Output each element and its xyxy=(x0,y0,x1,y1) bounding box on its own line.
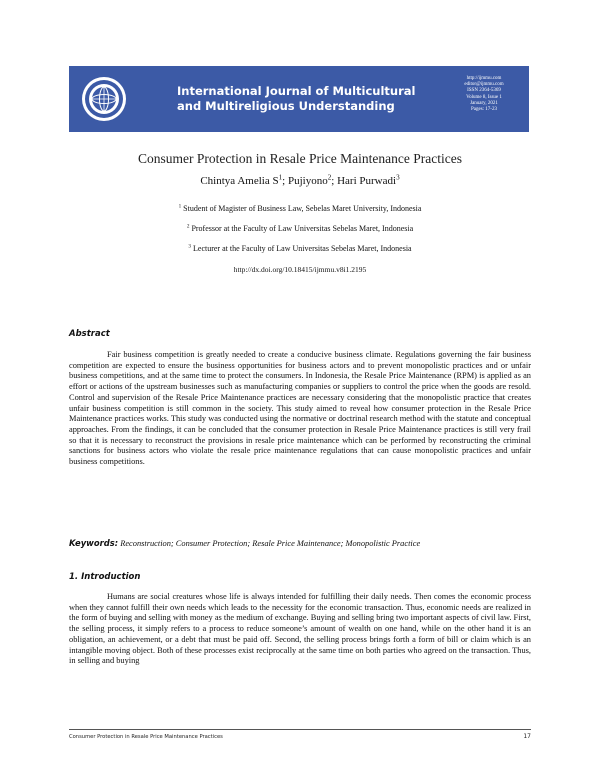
paper-title: Consumer Protection in Resale Price Maintenance Practices xyxy=(138,151,462,166)
affiliation-text: Professor at the Faculty of Law Universitas Sebelas Maret, Indonesia xyxy=(191,224,414,233)
journal-logo-icon xyxy=(81,76,127,122)
journal-url[interactable]: http://ijmmu.com xyxy=(466,76,502,81)
introduction-heading: 1. Introduction xyxy=(69,572,141,582)
keywords-text: Reconstruction; Consumer Protection; Resale Price Maintenance; Monopolistic Practice xyxy=(118,539,421,548)
affiliation-text: Student of Magister of Business Law, Sebelas Maret University, Indonesia xyxy=(183,204,422,213)
keywords-label: Keywords: xyxy=(69,538,119,548)
affiliation-sup: 1 xyxy=(178,203,182,210)
author-sup: 1 xyxy=(278,173,283,182)
journal-email[interactable]: editor@ijmmu.com xyxy=(464,82,504,88)
affiliation xyxy=(0,224,600,233)
affiliation-sup: 2 xyxy=(186,223,190,230)
introduction-body: Humans are social creatures whose life is always intended for fulfilling their daily needs. Then comes the economic process when they cannot fulfill their own needs which leads to the necessity for the economic transaction. Thus, economic needs are realized in the form of buying and selling with money as the medium of exchange. Buying and selling bring two important aspects of civil law. First, the selling process, it simply refers to a process to reduce someone’s amount of wealth on one hand, while on the other hand it is an obligation, an achievement, or a debt that must be paid off. Second, the selling process brings forth a form of bill or claim which is an intangible moving object. Both of these processes exist reciprocally at the same time on both parties who agreed on the transaction. Thus, in selling and buying xyxy=(69,592,531,666)
affiliation xyxy=(0,204,600,213)
keywords xyxy=(69,538,539,548)
page-number: 17 xyxy=(523,733,531,740)
journal-meta xyxy=(449,76,519,113)
author-sup: 2 xyxy=(327,173,332,182)
abstract-heading: Abstract xyxy=(69,329,110,339)
journal-title: International Journal of Multicultural and Multireligious Understanding xyxy=(177,84,416,113)
author-sup: 3 xyxy=(396,173,400,182)
author-name: Chintya Amelia S xyxy=(200,175,279,187)
author-name: Hari Purwadi xyxy=(337,175,397,187)
affiliation xyxy=(0,244,600,253)
running-title: Consumer Protection in Resale Price Maintenance Practices xyxy=(69,734,223,740)
affiliation-sup: 3 xyxy=(188,243,191,250)
journal-pages: Pages: 17-23 xyxy=(471,107,497,113)
author-list: Chintya Amelia $S^1$; Pujiyono$^2$; Hari Purwadi$^3$ xyxy=(200,173,400,187)
footer-divider xyxy=(69,729,531,730)
abstract-body: Fair business competition is greatly needed to create a conducive business climate. Regulations governing the fair business competition are expected to ensure the business opportunities for business actors and to prevent monopolistic practices and or unfair business competitions, and at the same time to protect the consumers. In Indonesia, the Resale Price Maintenance (RPM) is applied as an effort or actions of the upstream businesses such as manufacturing companies or suppliers to control the price when the goods are resold. Control and supervision of the Resale Price Maintenance practices are necessary considering that the monopolistic practice that creates unfair business competition is still common in the society. This study aimed to reveal how consumer protection in the Resale Price Maintenance practices works. This study was conducted using the normative or doctrinal research method with the statute and conceptual approaches. From the findings, it can be concluded that the consumer protection in Resale Price Maintenance practices is still very frail so that it is necessary to reconstruct the provisions in resale price maintenance which can be performed by reconstructing the criminal sanctions for business actors who violate the resale price maintenance regulations that can cause monopolistic practices and unfair business competitions. xyxy=(69,350,531,467)
journal-header-banner xyxy=(69,66,529,132)
journal-volume: Volume 8, Issue 1 xyxy=(466,94,502,100)
journal-issn: ISSN 2364-5369 xyxy=(467,88,501,94)
journal-date: January, 2021 xyxy=(470,100,498,106)
affiliation-text: Lecturer at the Faculty of Law Universitas Sebelas Maret, Indonesia xyxy=(193,244,412,253)
doi-link[interactable]: http://dx.doi.org/10.18415/ijmmu.v8i1.2195 xyxy=(233,265,367,274)
author-name: Pujiyono xyxy=(287,175,328,187)
